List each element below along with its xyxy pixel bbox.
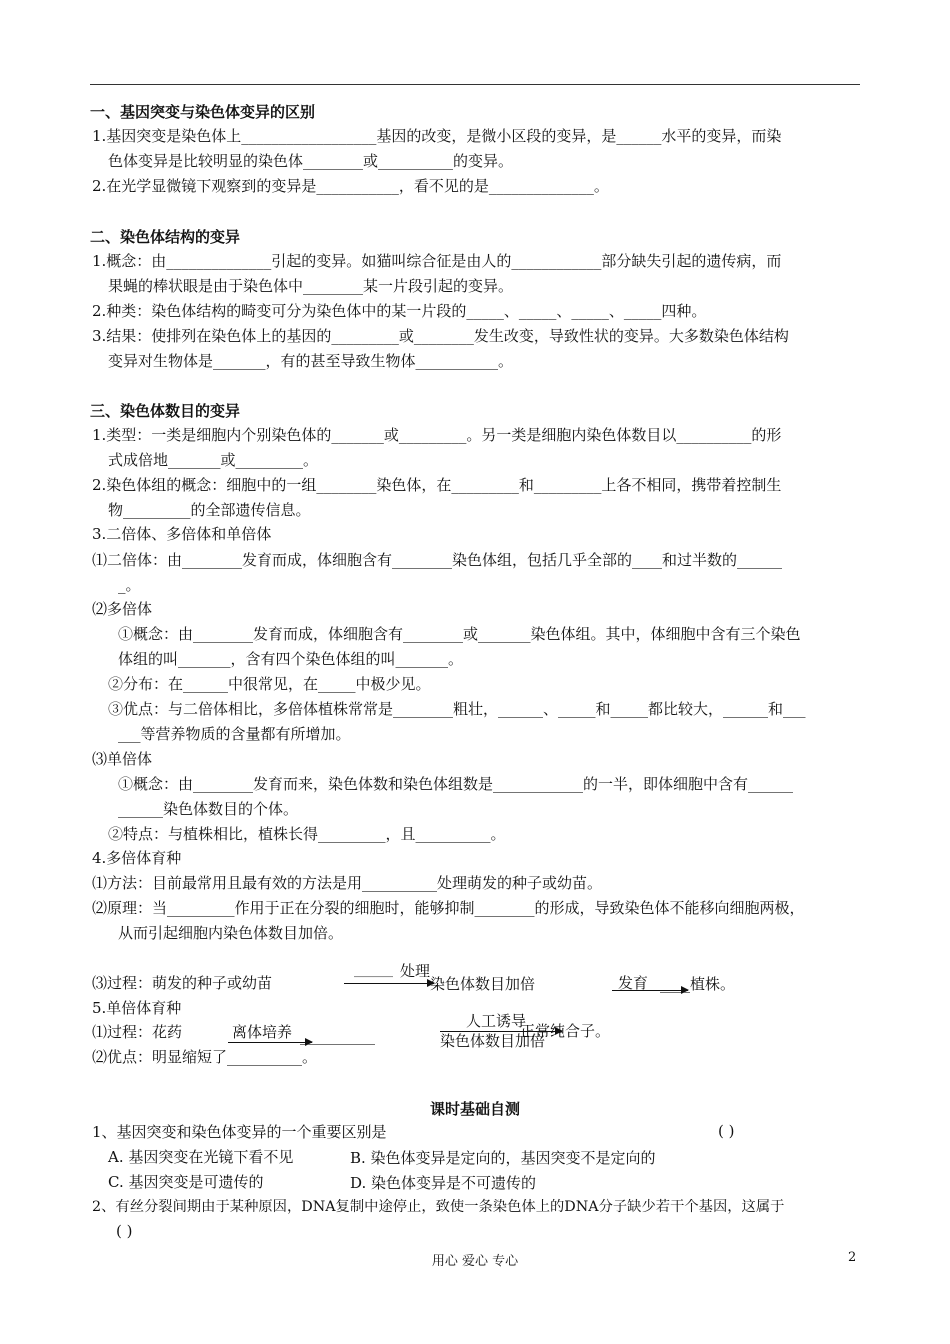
s3-line-4: 物_________的全部遗传信息。	[108, 501, 311, 519]
s3-line-17: ②特点：与植株相比，植株长得_________，且__________。	[108, 825, 506, 843]
quiz-q1-option-a: A. 基因突变在光镜下看不见	[108, 1148, 294, 1166]
section-2-heading: 二、染色体结构的变异	[90, 228, 241, 246]
process-arrow-label: 处理	[400, 962, 431, 980]
process-arrow-pad: ______	[354, 963, 393, 978]
process-arrow2-label: 发育	[618, 974, 649, 992]
quiz-q1-option-c: C. 基因突变是可遗传的	[108, 1173, 264, 1191]
haploid-suffix: 正常纯合子。	[520, 1022, 611, 1040]
s3-line-8: ⑵多倍体	[92, 600, 153, 618]
haploid-prefix: ⑴过程：花药	[92, 1023, 183, 1041]
s3-line-5: 3.二倍体、多倍体和单倍体	[92, 525, 272, 543]
quiz-q1-option-d: D. 染色体变异是不可遗传的	[350, 1174, 537, 1192]
quiz-q2: 2、有丝分裂间期由于某种原因，DNA复制中途停止，致使一条染色体上的DNA分子缺少若干个基因，这属于	[92, 1199, 785, 1215]
haploid-middle: 染色体数目加倍	[440, 1032, 546, 1050]
s3-line-11: ②分布：在______中很常见，在_____中极少见。	[108, 675, 431, 693]
s2-line-4: 3.结果：使排列在染色体上的基因的_________或________发生改变，导致性状的变异。大多数染色体结构	[92, 327, 789, 345]
s2-line-5: 变异对生物体是_______，有的甚至导致生物体___________。	[108, 352, 514, 370]
s3-line-15: ①概念：由________发育而来，染色体数和染色体组数是____________的一半，即体细胞中含有______	[118, 775, 794, 793]
quiz-q1: 1、基因突变和染色体变异的一个重要区别是	[92, 1123, 387, 1141]
process-middle: 染色体数目加倍	[430, 975, 536, 993]
section-1-heading: 一、基因突变与染色体变异的区别	[90, 103, 316, 121]
s3-line-14: ⑶单倍体	[92, 750, 153, 768]
s3-line-3: 2.染色体组的概念：细胞中的一组________染色体，在_________和_________上各不相同，携带着控制生	[92, 476, 782, 494]
quiz-title: 课时基础自测	[429, 1100, 520, 1118]
haploid-arrow2-label: 人工诱导	[466, 1012, 527, 1030]
s3-line-20: ⑵原理：当_________作用于正在分裂的细胞时，能够抑制________的形成，导致染色体不能移向细胞两极，	[92, 899, 805, 917]
quiz-q1-bracket: ( )	[718, 1122, 735, 1140]
s3-line-19: ⑴方法：目前最常用且最有效的方法是用__________处理萌发的种子或幼苗。	[92, 874, 603, 892]
footer-text: 用心 爱心 专心	[431, 1254, 519, 1269]
s3-line-18: 4.多倍体育种	[92, 849, 182, 867]
s3-line-1: 1.类型：一类是细胞内个别染色体的_______或_________。另一类是细胞内染色体数目以__________的形	[92, 426, 782, 444]
quiz-q1-option-b: B. 染色体变异是定向的，基因突变不是定向的	[350, 1149, 656, 1167]
s1-line-2: 色体变异是比较明显的染色体________或__________的变异。	[108, 152, 514, 170]
s3-line-2: 式成倍地_______或_________。	[108, 451, 319, 469]
s1-line-3: 2.在光学显微镜下观察到的变异是___________，看不见的是______________。	[92, 177, 609, 195]
quiz-q2-bracket: ( )	[116, 1222, 133, 1240]
s3-line-6: ⑴二倍体：由________发育而成，体细胞含有________染色体组，包括几乎全部的____和过半数的______	[92, 551, 783, 569]
haploid-arrow1-label: 离体培养	[232, 1023, 293, 1041]
s3-line-16: ______染色体数目的个体。	[118, 800, 299, 818]
process-prefix: ⑶过程：萌发的种子或幼苗	[92, 974, 273, 992]
s3-line-13: ___等营养物质的含量都有所增加。	[118, 725, 351, 743]
s2-line-1: 1.概念：由______________引起的变异。如猫叫综合征是由人的____________部分缺失引起的遗传病，而	[92, 252, 782, 270]
arrow-right-icon	[344, 983, 434, 984]
s2-line-2: 果蝇的棒状眼是由于染色体中________某一片段引起的变异。	[108, 277, 514, 295]
process-suffix: ____植株。	[660, 975, 736, 993]
header-rule	[90, 84, 860, 85]
s1-line-1: 1.基因突变是染色体上__________________基因的改变，是微小区段的变异，是______水平的变异，而染	[92, 127, 782, 145]
s3-line-7: _。	[118, 576, 141, 594]
s2-line-3: 2.种类：染色体结构的畸变可分为染色体中的某一片段的_____、_____、_____、_____四种。	[92, 302, 707, 320]
haploid-advantage: ⑵优点：明显缩短了__________。	[92, 1048, 318, 1066]
section-3-heading: 三、染色体数目的变异	[90, 402, 241, 420]
haploid-blank: __________	[300, 1027, 375, 1045]
s3-line-10: 体组的叫_______，含有四个染色体组的叫_______。	[118, 650, 464, 668]
s3-line-9: ①概念：由________发育而成，体细胞含有________或_______染色体组。其中，体细胞中含有三个染色	[118, 625, 801, 643]
haploid-heading: 5.单倍体育种	[92, 999, 182, 1017]
s3-line-12: ③优点：与二倍体相比，多倍体植株常常是________粗壮，______、_____和_____都比较大，______和___	[108, 700, 806, 718]
page-number: 2	[848, 1250, 857, 1265]
s3-line-21: 从而引起细胞内染色体数目加倍。	[118, 924, 344, 942]
